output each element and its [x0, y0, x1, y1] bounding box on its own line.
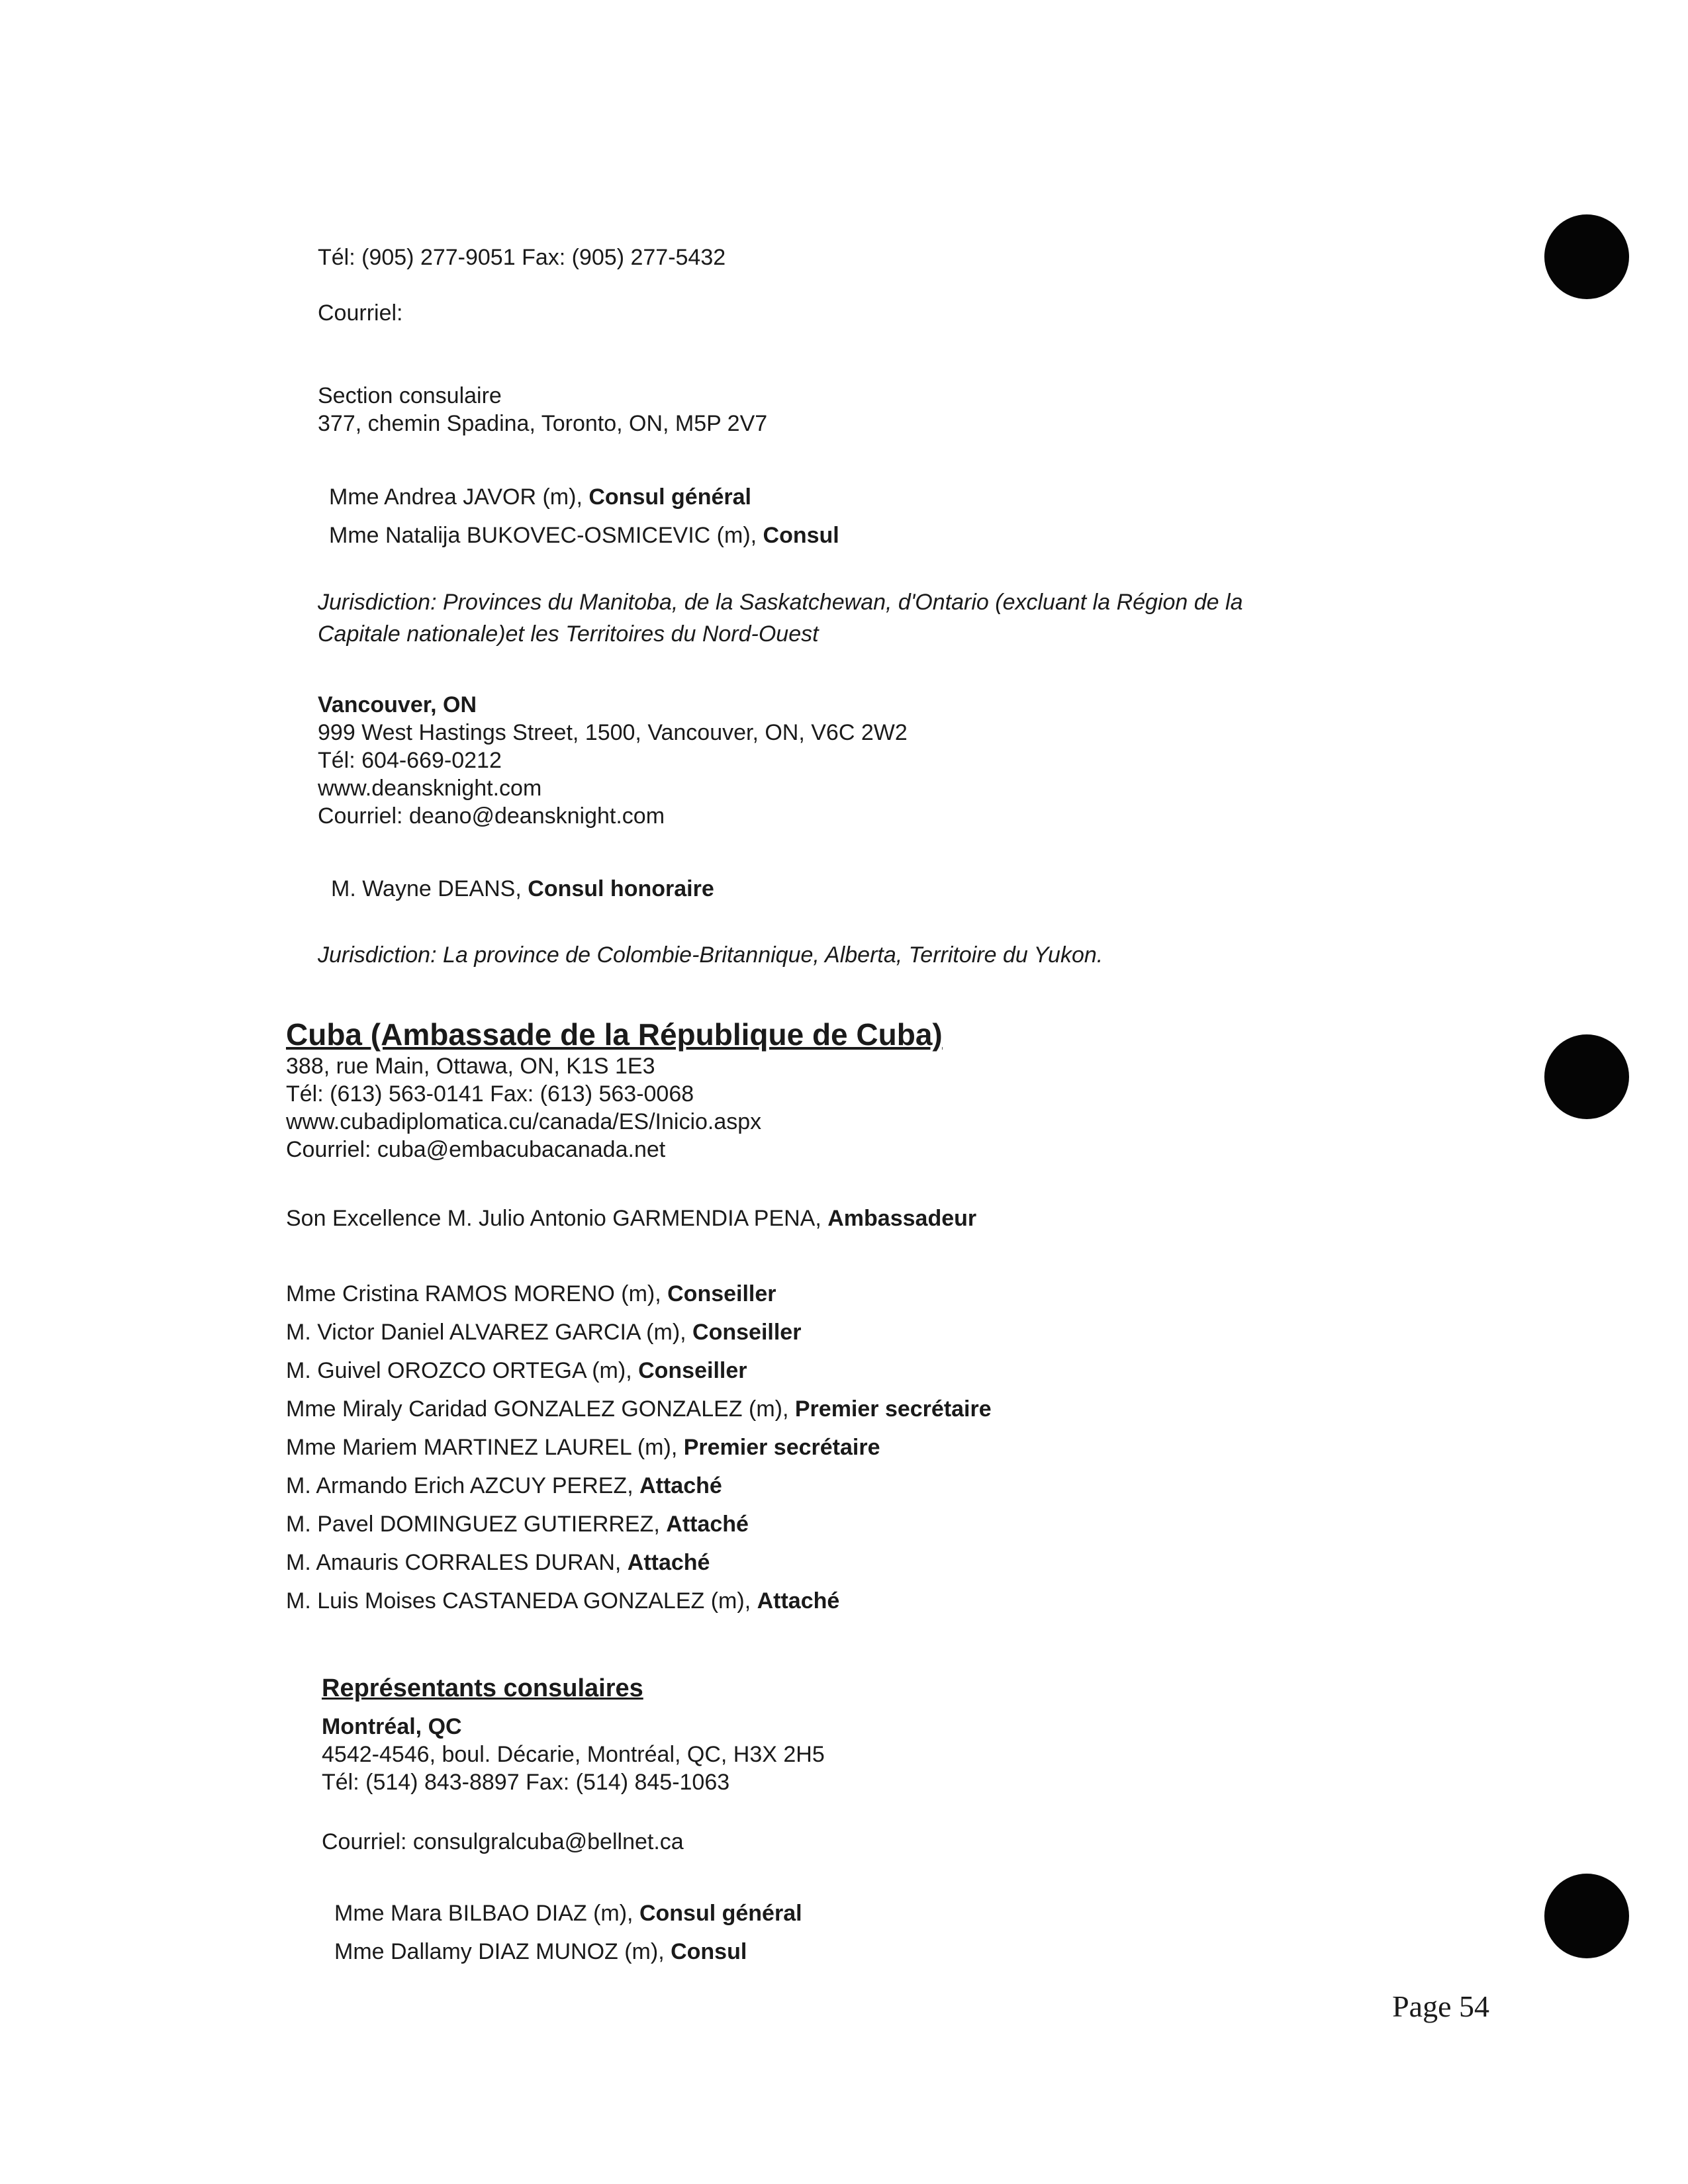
punch-hole-top	[1544, 214, 1629, 299]
official-row	[334, 1933, 802, 1971]
embassy-tel-fax: Tél: (613) 563-0141 Fax: (613) 563-0068	[286, 1081, 694, 1107]
country-heading: Cuba (Ambassade de la République de Cuba)	[286, 1017, 943, 1052]
official-title: Consul général	[639, 1901, 802, 1926]
consular-section	[318, 382, 767, 437]
contact-tel-fax: Tél: (905) 277-9051 Fax: (905) 277-5432	[318, 245, 726, 270]
official-title: Consul	[763, 523, 839, 548]
staff-row: M. Guivel OROZCO ORTEGA (m), Conseiller	[286, 1358, 747, 1383]
ambassador-title: Ambassadeur	[827, 1206, 977, 1231]
punch-hole-middle	[1544, 1034, 1629, 1119]
consular-officials	[334, 1894, 802, 1971]
official-title: Consul honoraire	[528, 876, 714, 901]
office-email: Courriel: consulgralcuba@bellnet.ca	[322, 1829, 684, 1854]
embassy-website: www.cubadiplomatica.cu/canada/ES/Inicio.aspx	[286, 1109, 762, 1134]
embassy-email: Courriel: cuba@embacubacanada.net	[286, 1137, 666, 1162]
staff-row: Mme Cristina RAMOS MORENO (m), Conseiller	[286, 1281, 776, 1306]
staff-row: Mme Mariem MARTINEZ LAUREL (m), Premier secrétaire	[286, 1435, 880, 1460]
contact-email-label: Courriel:	[318, 300, 403, 326]
official-name: M. Wayne DEANS,	[331, 876, 528, 901]
jurisdiction-note: Jurisdiction: La province de Colombie-Britannique, Alberta, Territoire du Yukon.	[318, 942, 1103, 968]
jurisdiction-note: Jurisdiction: Provinces du Manitoba, de la Saskatchewan, d'Ontario (excluant la Région de la Capitale nationale)et les Territoires du Nord-Ouest	[318, 590, 1243, 647]
official-title: Consul général	[588, 484, 751, 510]
staff-row: M. Luis Moises CASTANEDA GONZALEZ (m), Attaché	[286, 1588, 840, 1614]
section-officials	[329, 478, 839, 555]
official-name: Mme Natalija BUKOVEC-OSMICEVIC (m),	[329, 523, 763, 548]
office-tel-fax: Tél: (514) 843-8897 Fax: (514) 845-1063	[322, 1770, 730, 1795]
official-row	[334, 1894, 802, 1933]
office-address: 999 West Hastings Street, 1500, Vancouver, ON, V6C 2W2	[318, 720, 908, 745]
official-title: Consul	[671, 1939, 747, 1964]
office-website: www.deansknight.com	[318, 776, 542, 801]
section-address: 377, chemin Spadina, Toronto, ON, M5P 2V7	[318, 411, 768, 436]
embassy-address: 388, rue Main, Ottawa, ON, K1S 1E3	[286, 1054, 655, 1079]
staff-row: M. Pavel DOMINGUEZ GUTIERREZ, Attaché	[286, 1512, 749, 1537]
section-title: Section consulaire	[318, 383, 502, 408]
office-city: Montréal, QC	[322, 1714, 462, 1739]
office-address: 4542-4546, boul. Décarie, Montréal, QC, H3X 2H5	[322, 1742, 825, 1767]
office-tel: Tél: 604-669-0212	[318, 748, 502, 773]
official-name: Mme Mara BILBAO DIAZ (m),	[334, 1901, 639, 1926]
official-row	[331, 875, 714, 903]
official-row	[329, 516, 839, 555]
office-city: Vancouver, ON	[318, 692, 477, 717]
montreal-office	[322, 1713, 825, 1796]
staff-row: M. Victor Daniel ALVAREZ GARCIA (m), Conseiller	[286, 1320, 802, 1345]
vancouver-office	[318, 691, 908, 830]
official-name: Mme Andrea JAVOR (m),	[329, 484, 589, 510]
ambassador-row	[286, 1205, 976, 1232]
staff-row: M. Amauris CORRALES DURAN, Attaché	[286, 1550, 710, 1575]
embassy-staff-list	[286, 1275, 992, 1620]
staff-row: Mme Miraly Caridad GONZALEZ GONZALEZ (m), Premier secrétaire	[286, 1396, 992, 1422]
office-email: Courriel: deano@deansknight.com	[318, 803, 665, 829]
official-name: Mme Dallamy DIAZ MUNOZ (m),	[334, 1939, 671, 1964]
page-number: Page 54	[1392, 1989, 1489, 2023]
punch-hole-bottom	[1544, 1874, 1629, 1958]
official-row	[329, 478, 839, 516]
ambassador-name: Son Excellence M. Julio Antonio GARMENDIA PENA,	[286, 1206, 828, 1231]
embassy-contact	[286, 1052, 761, 1163]
staff-row: M. Armando Erich AZCUY PEREZ, Attaché	[286, 1473, 722, 1498]
consular-heading: Représentants consulaires	[322, 1674, 643, 1702]
